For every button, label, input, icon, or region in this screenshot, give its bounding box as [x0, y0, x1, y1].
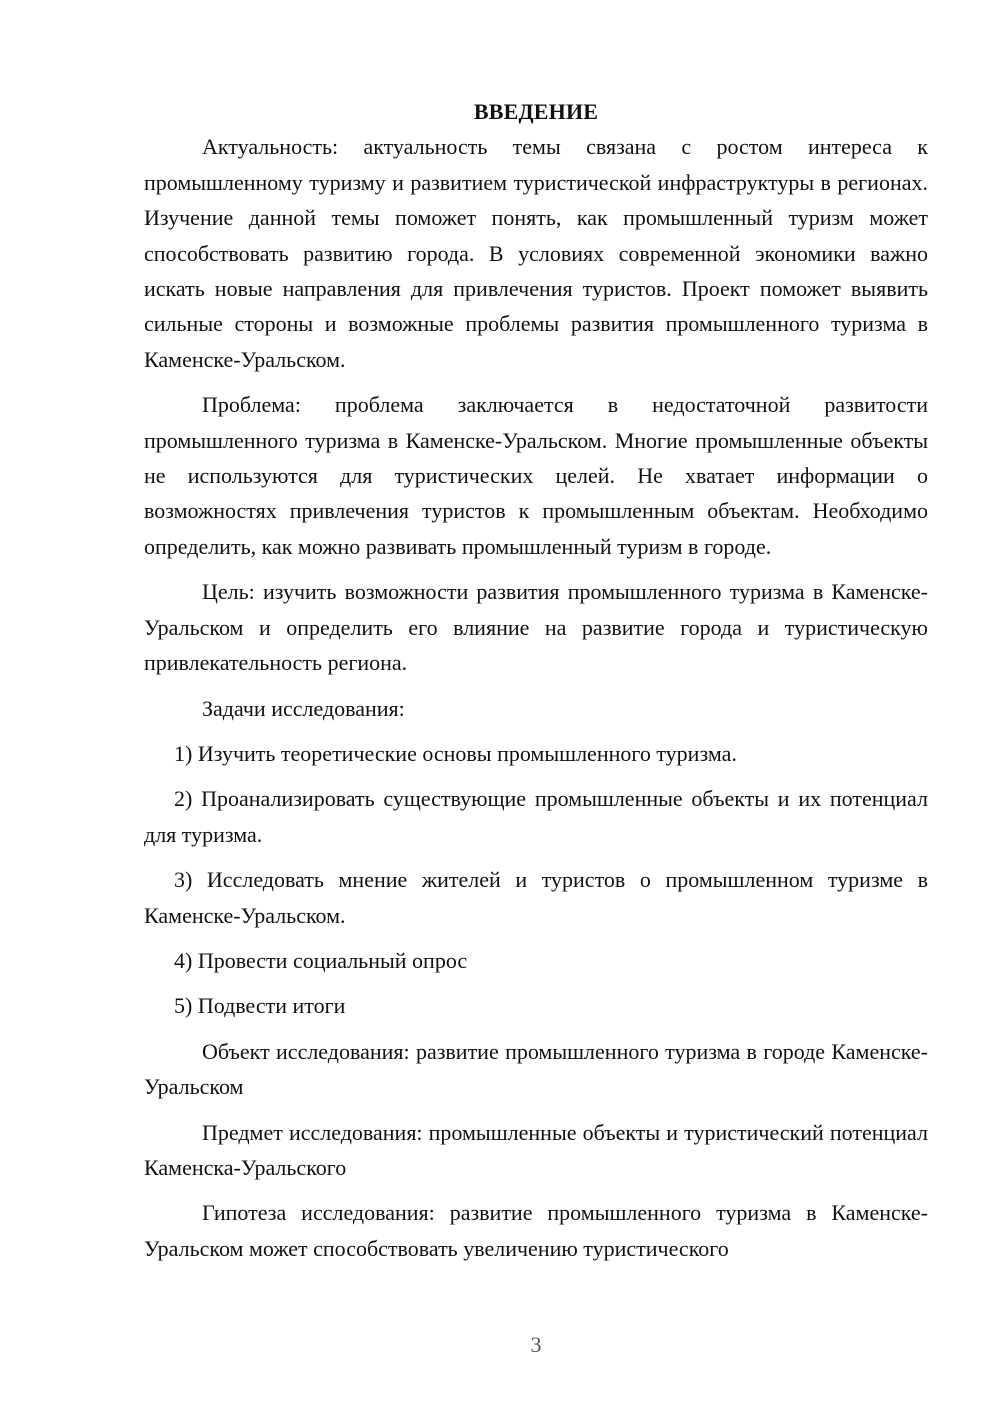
task-item-3: 3) Исследовать мнение жителей и туристов о промышленном туризме в Каменске-Уральском.: [144, 867, 928, 928]
task-item-1: 1) Изучить теоретические основы промышленного туризма.: [174, 740, 737, 766]
document-body: [144, 94, 928, 1266]
task-item-4: 4) Провести социальный опрос: [174, 947, 468, 973]
task-item-2: 2) Проанализировать существующие промышленные объекты и их потенциал для туризма.: [144, 786, 928, 847]
hypothesis-paragraph: Гипотеза исследования: развитие промышленного туризма в Каменске-Уральском может способствовать увеличению туристического: [144, 1200, 928, 1261]
page-number: 3: [530, 1332, 542, 1357]
tasks-heading: Задачи исследования:: [202, 695, 405, 721]
page-title: ВВЕДЕНИЕ: [473, 99, 599, 124]
subject-paragraph: Предмет исследования: промышленные объекты и туристический потенциал Каменска-Уральского: [144, 1119, 928, 1180]
relevance-paragraph: Актуальность: актуальность темы связана с ростом интереса к промышленному туризму и развитием туристической инфраструктуры в регионах. Изучение данной темы поможет понять, как промышленный туризм может способствовать развитию города. В условиях современной экономики важно искать новые направления для привлечения туристов. Проект поможет выявить сильные стороны и возможные проблемы развития промышленного туризма в Каменске-Уральском.: [144, 134, 928, 372]
goal-paragraph: Цель: изучить возможности развития промышленного туризма в Каменске-Уральском и определить его влияние на развитие города и туристическую привлекательность региона.: [144, 579, 928, 676]
task-item-5: 5) Подвести итоги: [174, 993, 346, 1019]
problem-paragraph: Проблема: проблема заключается в недостаточной развитости промышленного туризма в Каменске-Уральском. Многие промышленные объекты не используются для туристических целей. Не хватает информации о возможностях привлечения туристов к промышленным объектам. Необходимо определить, как можно развивать промышленный туризм в городе.: [144, 392, 928, 559]
object-paragraph: Объект исследования: развитие промышленного туризма в городе Каменске-Уральском: [144, 1038, 928, 1100]
